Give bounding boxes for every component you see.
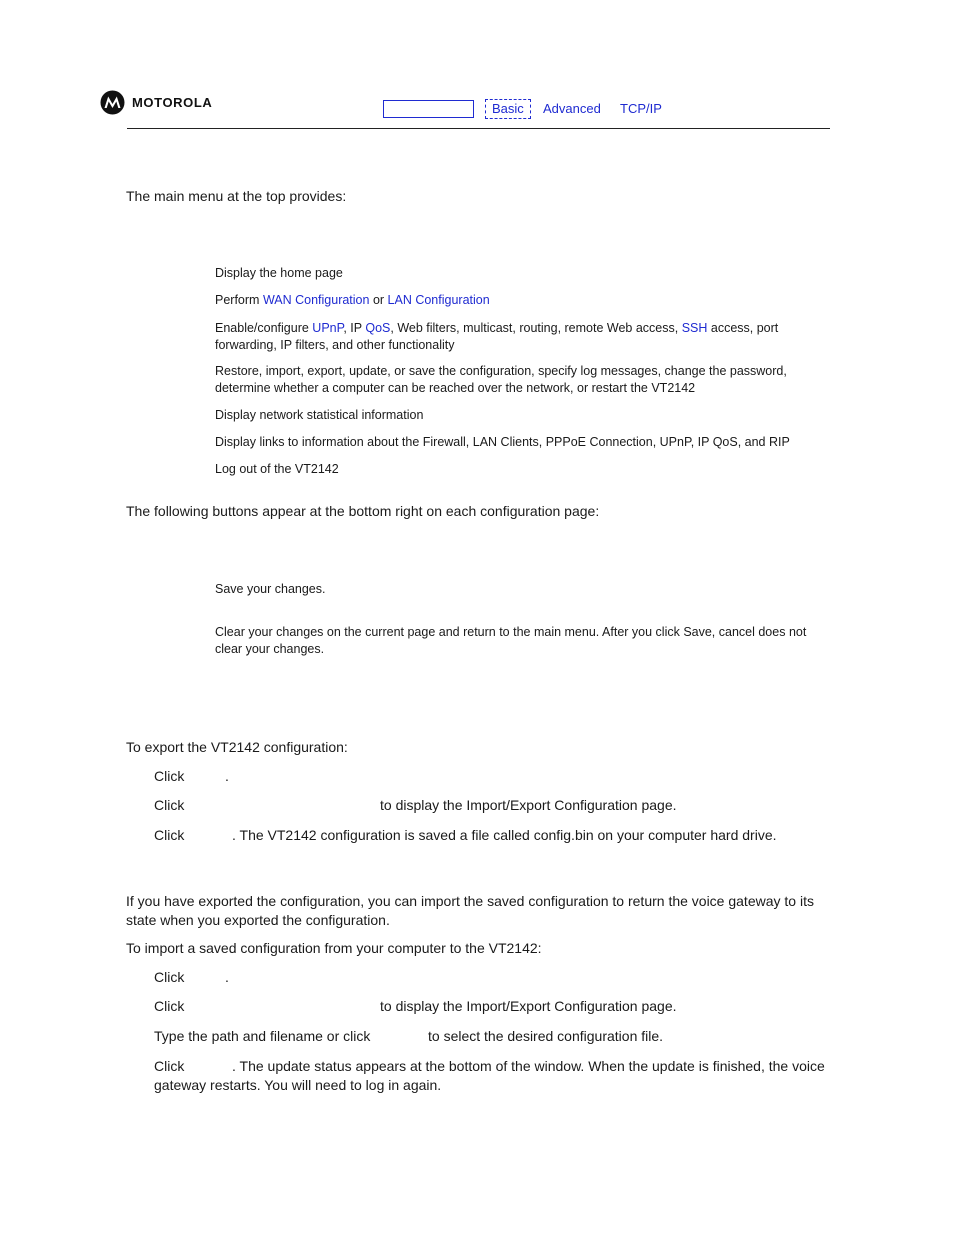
ssh-link[interactable]: SSH [681, 321, 708, 335]
motorola-batwing-icon [100, 90, 125, 115]
header-divider [127, 128, 830, 129]
export-step-2: Click [154, 797, 185, 813]
buttons-intro: The following buttons appear at the bottom right on each configuration page: [126, 503, 600, 519]
menu-utilities-desc: Restore, import, export, update, or save the configuration, specify log messages, change the password, determine whether a computer can be reached over the network, or restart the VT2142 [215, 364, 787, 395]
save-button-desc: Save your changes. [215, 582, 326, 596]
export-step-1: Click [154, 768, 185, 784]
nav-home-box[interactable] [383, 100, 474, 118]
menu-links-desc: Display links to information about the Firewall, LAN Clients, PPPoE Connection, UPnP, IP QoS, and RIP [215, 435, 790, 449]
nav-advanced-link[interactable]: Advanced [543, 101, 601, 116]
upnp-link[interactable]: UPnP [312, 321, 344, 335]
import-step-3-tail: to select the desired configuration file. [428, 1028, 664, 1044]
nav-tcpip-link[interactable]: TCP/IP [620, 101, 662, 116]
import-intro: To import a saved configuration from your computer to the VT2142: [126, 940, 542, 956]
export-intro: To export the VT2142 configuration: [126, 739, 348, 755]
menu-stats-desc: Display network statistical information [215, 408, 424, 422]
wan-configuration-link[interactable]: WAN Configuration [262, 293, 370, 307]
export-step-1-tail: . [225, 768, 229, 784]
import-step-2-tail: to display the Import/Export Configuration page. [380, 998, 677, 1014]
menu-logout-desc: Log out of the VT2142 [215, 462, 339, 476]
import-step-1-tail: . [225, 969, 229, 985]
import-step-1: Click [154, 969, 185, 985]
export-step-2-tail: to display the Import/Export Configuration page. [380, 797, 677, 813]
qos-link[interactable]: QoS [365, 321, 391, 335]
import-para: If you have exported the configuration, you can import the saved configuration to return the voice gateway to its state when you exported the configuration. [126, 893, 814, 928]
import-step-4: Click [154, 1058, 185, 1074]
menu-home-desc: Display the home page [215, 266, 343, 280]
import-step-4-tail: . The update status appears at the bottom of the window. When the update is finished, the voice gateway restarts. You will need to log in again. [154, 1058, 825, 1093]
import-step-3: Type the path and filename or click [154, 1028, 371, 1044]
lan-configuration-link[interactable]: LAN Configuration [387, 293, 490, 307]
export-step-3: Click [154, 827, 185, 843]
brand-wordmark: MOTOROLA [132, 95, 213, 110]
motorola-logo [100, 90, 212, 115]
export-step-3-tail: . The VT2142 configuration is saved a file called config.bin on your computer hard drive. [232, 827, 777, 843]
nav-basic-link[interactable]: Basic [485, 99, 531, 119]
main-menu-intro: The main menu at the top provides: [126, 188, 347, 204]
menu-basic-desc: Perform WAN Configuration or LAN Configuration [215, 293, 490, 307]
cancel-button-desc: Clear your changes on the current page and return to the main menu. After you click Save, cancel does not clear your changes. [215, 625, 807, 656]
import-step-2: Click [154, 998, 185, 1014]
menu-advanced-desc: Enable/configure UPnP, IP QoS, Web filters, multicast, routing, remote Web access, SSH access, port forwarding, IP filters, and other functionality [215, 321, 779, 352]
